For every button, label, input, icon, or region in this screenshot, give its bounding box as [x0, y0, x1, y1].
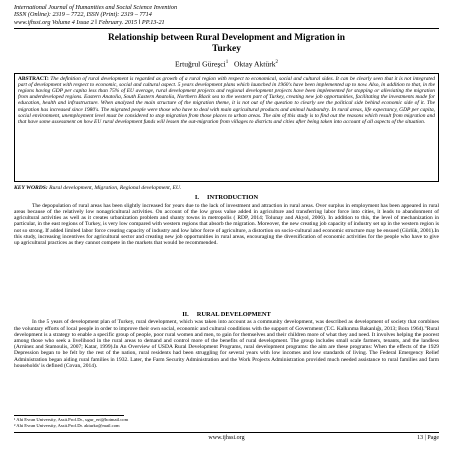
abstract-box [14, 73, 439, 182]
header-divider [14, 28, 439, 29]
section-number: I. [194, 194, 199, 202]
footnotes [14, 417, 439, 428]
paper-title [14, 33, 439, 55]
footnote: ¹ Ahi Evran University, Assit.Prof.Dr., ugur_ert@hotmail.com [14, 417, 129, 423]
introduction-paragraph: The depopulation of rural areas has been slightly increased for years due to the lack of investment and attraction in rural areas. Over surplus in employment has been appeared in rural areas because of the relatively low nonagricultural activities. On account of the low gross value added in agriculture and transferring labor force into cities, it leads to abandonment of agricultural activities as well as it creates urbanization problem and shanty towns in metropolis ( RDP, 2014; Tolunay and Akyol, 2006). In addition to this, the level of mechanization in particular, in the east regions of Turkey, is very low compared with western regions that absorb the migration. Moreover, the new creating job capacity of industry set up in the western region is not so strong. If added limited labor force creating capacity of industry and low labor force of agriculture, a distortion on socio-cultural and economic structure may be ensued (Gürlük, 2001).In this study, increasing incentives for agricultural sector and creating new job opportunities in rural areas, encouraging the diversification of economic activities for the people who have to give up agricultural practices as they cannot compete in the markets that would be recommended. [14, 202, 439, 247]
section-title: INTRODUCTION [206, 194, 259, 202]
keywords [14, 185, 439, 192]
rural-development-paragraph: In the 5 years of development plan of Turkey, rural development, which was taken into account as a community development, was described as development of society that combines the voluntary efforts of local people in order to improve their own social, economic and cultural conditions with the support of Government (T.C. Kalkınma Bakanlığı, 2013; Bora 1964)."Rural development is a strategy to enable a specific group of people, poor rural women and men, to gain for themselves and their children more of what they and need. It involves helping the poorest among those who seek a livelihood in the rural areas to demand and control more of the benefits of rural development. The group includes small scale farmers, tenants, and the landless (Arrúnez and Stamoulis, 2007; Katar, 1999).In An Overview of USDA Rural Development Programs, rural development programs: the aim are these programs: When the effects of the 1929 Depression began to be felt by the rest of the nation, rural residents had been struggling for several years with low incomes and low standards of living. The Federal Emergency Relief Administration began aiding rural families in 1932. Later, the Farm Security Administration and the Work Projects Administration provided much needed assistance to rural families and farm households' is defined (Covan, 2014). [14, 319, 439, 369]
keywords-text: Rural development, Migration, Regional development, EU. [49, 184, 182, 191]
abstract-text: The definition of rural development is regarded as growth of a rural region with respect to economical, social and cultural sides. It can be clearly seen that it is not integrated part of development with respect to economic, social and cultural aspect. 5 years development plans which launched in 1960's have been implemented up to now. Also, in addition to that, in the regions having GDP per capita less than 75% of EU average, rural development projects and regional development projects have been implemented for stopping or alleviating the migration from underdeveloped regions. Eastern Anatolia, South Eastern Anatolia, Northern Black sea to the western part of Turkey, creating new job opportunities, facilitating the investments made for education, health and infrastructure. When analyzed the main structure of the migration theme, it is not out of the question to clearly see the political side behind economic side of it. The migration has increased since 1980's. The migrated people were those who have to deal with main agricultural products and animal husbandry. In rural areas, life expectancy, GDP per capita, social environment, unemployment level must be considered to stop migration from those places to urban areas. The aim of this study is to find out the reasons which result from migration and that have some assessment on how EU rural development funds will lessen the out-migration from villages to districts and cities after being taken into account of all aspects of the situation. [18, 75, 435, 125]
journal-issn: ISSN (Online): 2319 – 7722, ISSN (Print): 2319 – 7714 [14, 11, 152, 19]
journal-volume-link[interactable]: www.ijhssi.org Volume 4 Issue 2 ǁ February. 2015 ǁ PP.13-21 [14, 18, 165, 26]
footnote: ² Ahi Evran University, Assit.Prof.Dr. akturko@mail.com [14, 422, 120, 428]
title-line-1: Relationship between Rural Development and Migration in [108, 33, 345, 44]
page-number: 13 | Page [417, 434, 439, 441]
author-name: Oktay Aktürk [233, 59, 276, 69]
footer-divider [14, 432, 439, 433]
journal-name: International Journal of Humanities and Social Science Invention [14, 4, 178, 11]
section-number: II. [182, 310, 189, 318]
page-footer [14, 434, 439, 442]
title-line-2: Turkey [212, 44, 241, 55]
author-name: Ertuğrul Güreşci [174, 59, 226, 69]
journal-header [14, 4, 439, 26]
author-list [14, 58, 439, 69]
section-title: RURAL DEVELOPMENT [196, 310, 271, 318]
keywords-label: KEY WORDS: [14, 184, 48, 191]
section-heading-introduction [14, 194, 439, 202]
footer-url-link[interactable]: www.ijhssi.org [208, 434, 245, 441]
footnote-divider [14, 415, 124, 416]
author-affiliation-mark: 2 [275, 60, 279, 66]
section-heading-rural-development [14, 311, 439, 319]
abstract-label: ABSTRACT: [18, 75, 49, 82]
author-affiliation-mark: 1 [225, 60, 229, 66]
